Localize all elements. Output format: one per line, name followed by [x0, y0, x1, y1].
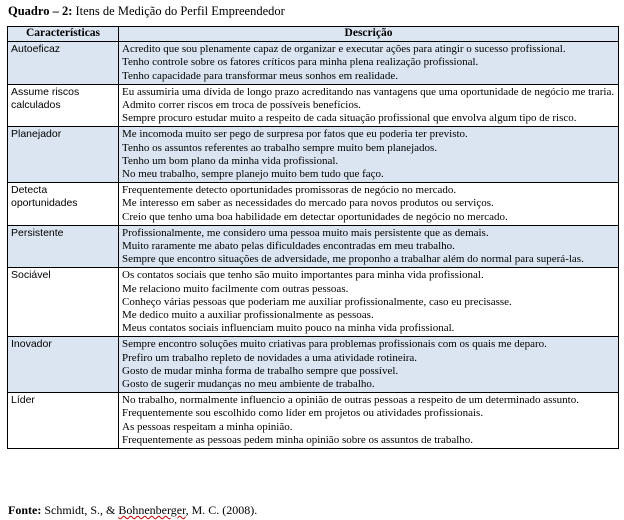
description-cell — [119, 42, 619, 85]
description-line: Eu assumiria uma dívida de longo prazo acreditando nas vantagens que uma oportunidade de negócio me traria. — [122, 85, 615, 98]
description-line: Muito raramente me abato pelas dificuldades encontradas em meu trabalho. — [122, 240, 455, 253]
description-line: Os contatos sociais que tenho são muito importantes para minha vida profissional. — [122, 269, 484, 282]
source-text-c: , M. C. (2008). — [185, 503, 258, 517]
description-line: Tenho capacidade para transformar meus sonhos em realidade. — [122, 69, 398, 82]
source-author: Bohnenberger — [118, 503, 186, 517]
source-text-a: Schmidt, S., & — [44, 503, 119, 517]
table-row — [8, 42, 619, 85]
description-line: Gosto de mudar minha forma de trabalho sempre que possível. — [122, 364, 399, 377]
header-row — [8, 27, 619, 42]
description-line: Acredito que sou plenamente capaz de organizar e executar ações para atingir o sucesso profissional. — [122, 43, 566, 56]
description-line: Creio que tenho uma boa habilidade em detectar oportunidades de negócio no mercado. — [122, 210, 508, 223]
characteristic-cell: Líder — [8, 393, 119, 449]
characteristic-cell: Sociável — [8, 268, 119, 337]
table-row — [8, 393, 619, 449]
profile-items-table — [7, 26, 619, 449]
table-caption — [8, 4, 285, 19]
table-row — [8, 337, 619, 393]
description-line: No meu trabalho, sempre planejo muito bem tudo que faço. — [122, 168, 384, 181]
header-description: Descrição — [119, 27, 619, 42]
header-characteristics: Características — [8, 27, 119, 42]
description-line: Admito correr riscos em troca de possíveis benefícios. — [122, 99, 361, 112]
description-cell — [119, 225, 619, 268]
description-line: Tenho um bom plano da minha vida profissional. — [122, 154, 339, 167]
table-row — [8, 268, 619, 337]
description-line: Frequentemente as pessoas pedem minha opinião sobre os assuntos de trabalho. — [122, 433, 474, 446]
caption-title: Itens de Medição do Perfil Empreendedor — [75, 4, 285, 18]
characteristic-cell: Planejador — [8, 127, 119, 183]
description-cell — [119, 183, 619, 226]
description-line: As pessoas respeitam a minha opinião. — [122, 420, 293, 433]
source-label: Fonte: — [8, 503, 42, 517]
description-cell — [119, 393, 619, 449]
characteristic-cell: Assume riscos calculados — [8, 84, 119, 127]
description-line: Me interesso em saber as necessidades do mercado para novos produtos ou serviços. — [122, 197, 494, 210]
table-row — [8, 183, 619, 226]
description-line: Me incomoda muito ser pego de surpresa por fatos que eu poderia ter previsto. — [122, 128, 468, 141]
description-line: Conheço várias pessoas que poderiam me auxiliar profissionalmente, caso eu precisasse. — [122, 295, 512, 308]
description-cell — [119, 337, 619, 393]
description-cell — [119, 127, 619, 183]
description-line: Frequentemente detecto oportunidades promissoras de negócio no mercado. — [122, 184, 457, 197]
description-line: Profissionalmente, me considero uma pessoa muito mais persistente que as demais. — [122, 226, 489, 239]
description-line: Tenho os assuntos referentes ao trabalho sempre muito bem planejados. — [122, 141, 438, 154]
description-line: Tenho controle sobre os fatores críticos para minha plena realização profissional. — [122, 56, 479, 69]
description-line: Sempre que encontro situações de adversidade, me proponho a trabalhar além do normal para superá-las. — [122, 253, 584, 266]
description-line: Frequentemente sou escolhido como líder em projetos ou atividades profissionais. — [122, 407, 484, 420]
table-row — [8, 225, 619, 268]
description-line: Meus contatos sociais influenciam muito pouco na minha vida profissional. — [122, 322, 455, 335]
description-line: Sempre procuro estudar muito a respeito de cada situação profissional que envolva algum tipo de risco. — [122, 112, 577, 125]
description-line: No trabalho, normalmente influencio a opinião de outras pessoas a respeito de um determinado assunto. — [122, 394, 579, 407]
table-row — [8, 84, 619, 127]
characteristic-cell: Detecta oportunidades — [8, 183, 119, 226]
description-line: Me relaciono muito facilmente com outras pessoas. — [122, 282, 349, 295]
characteristic-cell: Autoeficaz — [8, 42, 119, 85]
description-line: Gosto de sugerir mudanças no meu ambiente de trabalho. — [122, 378, 375, 391]
description-line: Prefiro um trabalho repleto de novidades a uma atividade rotineira. — [122, 351, 418, 364]
table-body — [8, 42, 619, 449]
description-line: Sempre encontro soluções muito criativas para problemas profissionais com os quais me deparo. — [122, 338, 547, 351]
description-line: Me dedico muito a auxiliar profissionalmente as pessoas. — [122, 309, 374, 322]
characteristic-cell: Inovador — [8, 337, 119, 393]
characteristic-cell: Persistente — [8, 225, 119, 268]
table-row — [8, 127, 619, 183]
source-note — [8, 503, 257, 518]
description-cell — [119, 268, 619, 337]
description-cell — [119, 84, 619, 127]
caption-prefix: Quadro – 2: — [8, 4, 73, 18]
